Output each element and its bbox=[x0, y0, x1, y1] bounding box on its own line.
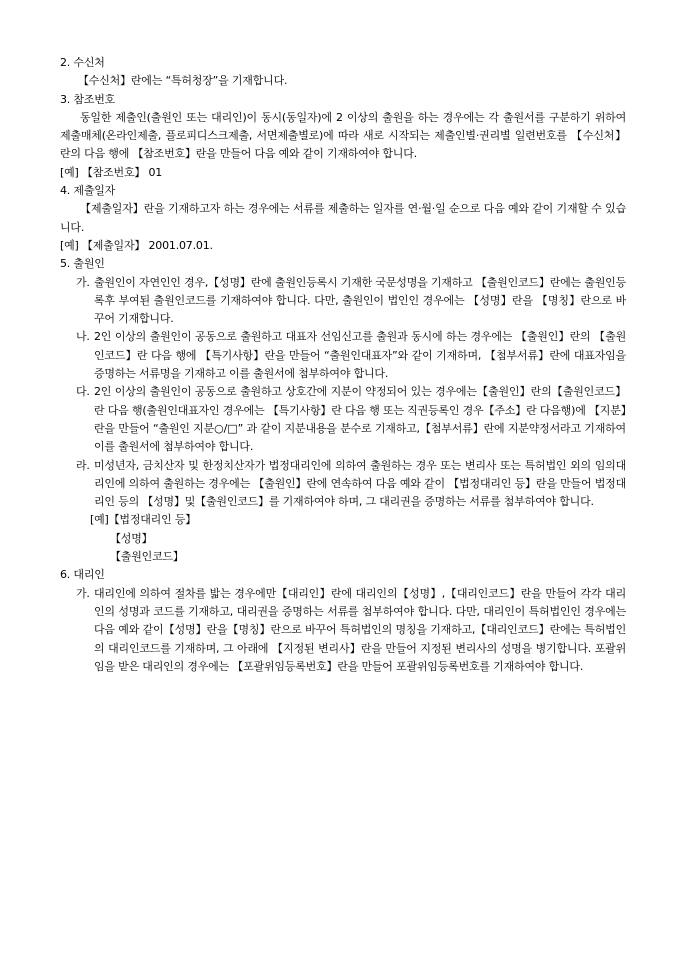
section-heading-submission-date: 4. 제출일자 bbox=[60, 184, 116, 198]
item-marker: 나. bbox=[76, 330, 90, 344]
agent-item-a bbox=[60, 585, 626, 676]
section-heading-applicant: 5. 출원인 bbox=[60, 257, 105, 271]
item-text: 미성년자, 금치산자 및 한정치산자가 법정대리인에 의하여 출원하는 경우 또는 변리사 또는 특허법인 외의 임의대리인에 의하여 출원하는 경우에는 【출원인】란에 연속하여 다음 예와 같이 【법정대리인 등】란을 만들어 법정대리인 등의 【성명】및【출원인코드】를 기재하여야 하며, 그 대리권을 증명하는 서류를 첨부하여야 합니다. bbox=[94, 458, 626, 509]
item-marker: 가. bbox=[76, 275, 90, 289]
item-marker: 가. bbox=[76, 586, 90, 600]
example-submission-date: [예] 【제출일자】 2001.07.01. bbox=[60, 238, 213, 252]
section-body-submission-date: 【제출일자】란을 기재하고자 하는 경우에는 서류를 제출하는 일자를 연·월·일 순으로 다음 예와 같이 기재할 수 있습니다. bbox=[60, 202, 626, 234]
section-heading-reference-number: 3. 참조번호 bbox=[60, 92, 116, 106]
section-heading-agent: 6. 대리인 bbox=[60, 568, 105, 582]
example-legal-representative: [예]【법정대리인 등】 bbox=[90, 513, 197, 527]
applicant-item-d bbox=[60, 457, 626, 512]
item-text: 2인 이상의 출원인이 공동으로 출원하고 대표자 선임신고를 출원과 동시에 하는 경우에는 【출원인】란의 【출원인코드】란 다음 행에 【특기사항】란을 만들어 “출원인대표자”와 같이 기재하며, 【첨부서류】란에 대표자임을 증명하는 서류명을 기재하고 이를 출원서에 첨부하여야 합니다. bbox=[94, 330, 626, 381]
item-marker: 다. bbox=[76, 385, 90, 399]
applicant-item-b bbox=[60, 328, 626, 383]
applicant-item-c bbox=[60, 383, 626, 456]
applicant-item-a bbox=[60, 274, 626, 329]
document-page bbox=[60, 54, 626, 676]
item-text: 출원인이 자연인인 경우,【성명】란에 출원인등록시 기재한 국문성명을 기재하고 【출원인코드】란에는 출원인등록후 부여된 출원인코드를 기재하여야 합니다. 다만, 출원인이 법인인 경우에는 【성명】란을 【명칭】란으로 바꾸어 기재합니다. bbox=[94, 275, 627, 326]
section-body-recipient: 【수신처】란에는 “특허청장”을 기재합니다. bbox=[78, 74, 288, 88]
item-marker: 라. bbox=[76, 458, 90, 472]
item-text: 2인 이상의 출원인이 공동으로 출원하고 상호간에 지분이 약정되어 있는 경우에는【출원인】란의【출원인코드】란 다음 행(출원인대표자인 경우에는 【특기사항】란 다음 행 또는 직권등록인 경우【주소】란 다음행)에 【지분】란을 만들어 “출원인 지분○/□” 과 같이 지분내용을 분수로 기재하고,【첨부서류】란에 지분약정서라고 기재하여 이를 출원서에 첨부하여야 합니다. bbox=[94, 385, 626, 454]
section-body-reference-number: 동일한 제출인(출원인 또는 대리인)이 동시(동일자)에 2 이상의 출원을 하는 경우에는 각 출원서를 구분하기 위하여 제출매체(온라인제출, 플로피디스크제출, 서면제출별로)에 따라 새로 시작되는 제출인별·권리별 일련번호를 【수신처】란의 다음 행에 【참조번호】란을 만들어 다음 예와 같이 기재하여야 합니다. bbox=[60, 110, 626, 161]
section-heading-recipient: 2. 수신처 bbox=[60, 56, 105, 69]
example-field-applicant-code: 【출원인코드】 bbox=[110, 550, 184, 564]
item-text: 대리인에 의하여 절차를 밟는 경우에만【대리인】란에 대리인의【성명】,【대리인코드】란을 만들어 각각 대리인의 성명과 코드를 기재하고, 대리권을 증명하는 서류를 첨부하여야 합니다. 다만, 대리인이 특허법인인 경우에는 다음 예와 같이【성명】란을【명칭】란으로 바꾸어 특허법인의 명칭을 기재하고,【대리인코드】란에는 특허법인의 대리인코드를 기재하며, 그 아래에 【지정된 변리사】란을 만들어 지정된 변리사의 성명을 병기합니다. 포괄위임을 받은 대리인의 경우에는 【포괄위임등록번호】란을 만들어 포괄위임등록번호를 기재하여야 합니다. bbox=[94, 586, 626, 673]
example-field-name: 【성명】 bbox=[110, 531, 153, 545]
example-reference-number: [예] 【참조번호】 01 bbox=[60, 165, 163, 179]
